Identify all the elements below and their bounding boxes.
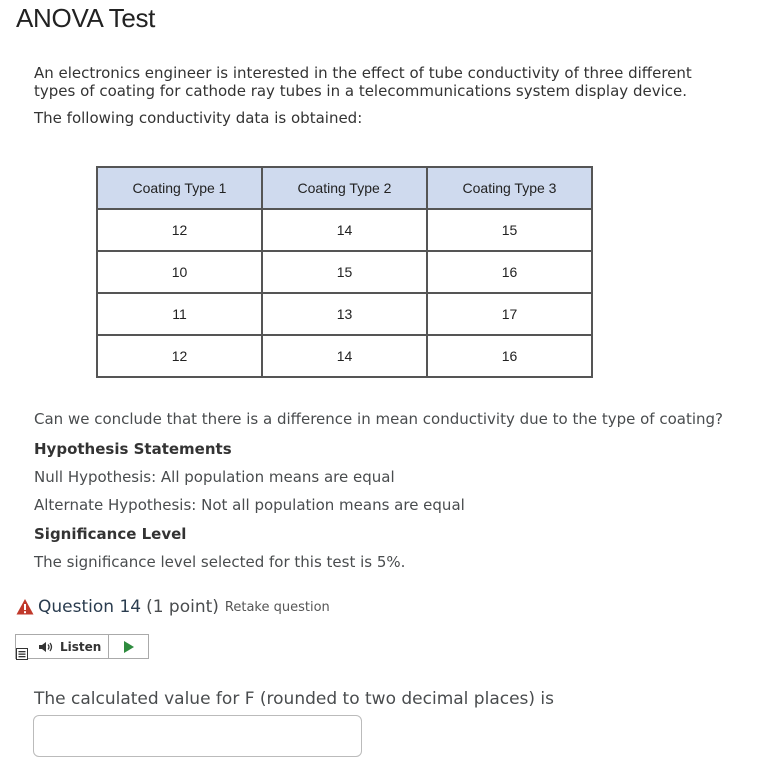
listen-label: Listen — [60, 639, 102, 654]
intro-paragraph: An electronics engineer is interested in the effect of tube conductivity of three different types of coating for cathode ray tubes in a telecommunications system display device. — [34, 64, 692, 100]
table-row — [97, 251, 592, 293]
page-title: ANOVA Test — [16, 3, 156, 33]
table-cell: 14 — [262, 209, 427, 251]
table-cell: 11 — [97, 293, 262, 335]
header-cell: Coating Type 3 — [427, 167, 592, 209]
table-cell: 16 — [427, 335, 592, 377]
answer-prompt: The calculated value for F (rounded to two decimal places) is — [34, 689, 555, 709]
table-row — [97, 209, 592, 251]
question-points: (1 point) — [146, 597, 219, 617]
retake-question-link[interactable]: Retake question — [224, 599, 330, 615]
table-cell: 16 — [427, 251, 592, 293]
speaker-icon — [38, 641, 54, 653]
menu-icon[interactable] — [16, 648, 28, 660]
conductivity-table — [96, 166, 593, 378]
warning-icon — [16, 598, 34, 616]
table-cell: 12 — [97, 335, 262, 377]
play-button[interactable] — [109, 641, 148, 653]
table-row — [97, 293, 592, 335]
listen-button[interactable] — [16, 635, 109, 658]
listen-control — [15, 634, 149, 659]
table-row — [97, 335, 592, 377]
lead-text: The following conductivity data is obtained: — [34, 109, 363, 127]
table-cell: 15 — [427, 209, 592, 251]
table-header-row — [97, 167, 592, 209]
answer-input[interactable] — [33, 715, 362, 757]
hypothesis-heading: Hypothesis Statements — [34, 440, 232, 458]
significance-text: The significance level selected for this test is 5%. — [34, 553, 406, 571]
question-text: Can we conclude that there is a difference in mean conductivity due to the type of coating? — [34, 410, 724, 428]
null-hypothesis: Null Hypothesis: All population means are equal — [34, 468, 395, 486]
intro-text — [34, 64, 734, 100]
header-cell: Coating Type 2 — [262, 167, 427, 209]
question-header — [16, 597, 330, 617]
table-cell: 10 — [97, 251, 262, 293]
alternate-hypothesis: Alternate Hypothesis: Not all population means are equal — [34, 496, 465, 514]
table-cell: 15 — [262, 251, 427, 293]
table-cell: 13 — [262, 293, 427, 335]
table-cell: 12 — [97, 209, 262, 251]
significance-heading: Significance Level — [34, 525, 187, 543]
question-label: Question 14 — [38, 597, 142, 617]
table-cell: 14 — [262, 335, 427, 377]
table-cell: 17 — [427, 293, 592, 335]
play-icon — [124, 641, 134, 653]
header-cell: Coating Type 1 — [97, 167, 262, 209]
